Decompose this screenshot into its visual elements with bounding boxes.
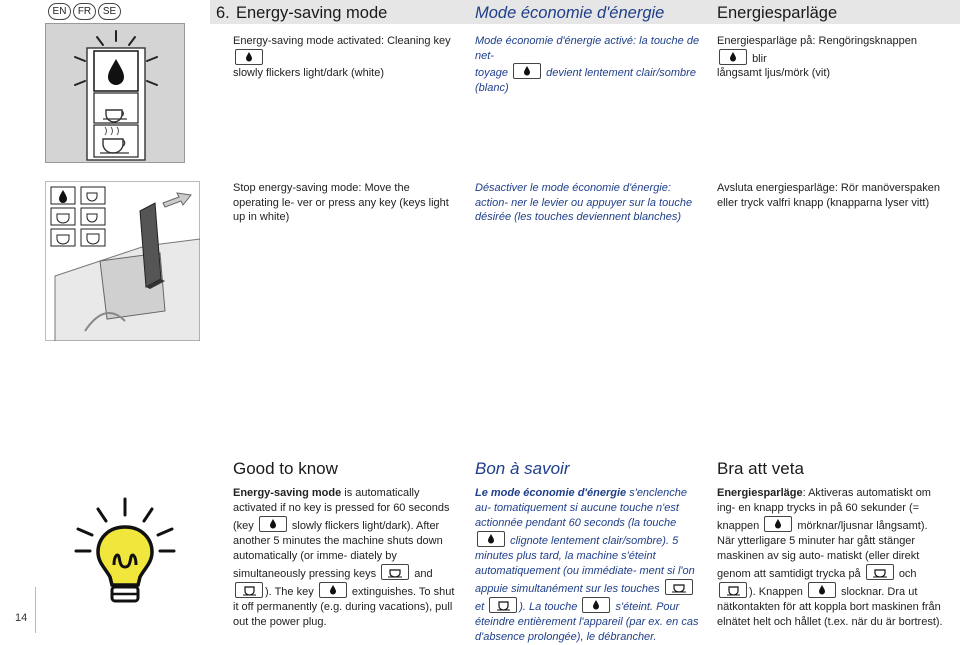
text: och	[898, 568, 917, 580]
bold-term: Energiesparläge	[717, 487, 803, 499]
lever-illustration	[45, 181, 200, 341]
text: extinguishes. To shut it off permanently (e.g. during vacations), pull out the power plug.	[233, 586, 455, 628]
text: ). La touche	[519, 601, 578, 613]
text: s'éteint. Pour éteindre entièrement l'appareil (par ex. en cas d'absence prolongée), le débrancher.	[475, 601, 699, 643]
text: clignote lentement clair/sombre). 5 minutes plus tard, la machine s'éteint automatiquement (ou immédiate- ment si l'on appuie simultanément sur les touches	[475, 535, 695, 595]
text: slowly flickers light/dark (white)	[233, 67, 384, 79]
lang-badge-fr: FR	[73, 3, 96, 20]
text: and	[414, 568, 433, 580]
drop-key-icon	[259, 516, 287, 532]
text: ). Knappen	[749, 586, 803, 598]
drop-key-icon	[808, 582, 836, 598]
stop-energy-saving-fr: Désactiver le mode économie d'énergie: action- ner le levier ou appuyer sur la touche désirée (les touches deviennent blanches)	[475, 182, 693, 223]
drop-key-icon	[477, 531, 505, 547]
bold-term: Energy-saving mode	[233, 487, 342, 499]
tips-title-se: Bra att veta	[717, 459, 804, 478]
tips-body-fr	[475, 486, 703, 645]
bold-term: Le mode économie d'énergie	[475, 487, 627, 499]
text: Energiesparläge på: Rengöringsknappen	[717, 35, 917, 47]
drop-key-icon	[719, 49, 747, 65]
stop-energy-saving-en: Stop energy-saving mode: Move the operating le- ver or press any key (keys light up in white)	[233, 182, 449, 223]
tips-title-fr: Bon à savoir	[475, 459, 570, 478]
text: blir	[752, 52, 767, 65]
energy-saving-activated-en	[233, 34, 458, 81]
tips-body-en	[233, 486, 458, 630]
text: s'enclenche au- tomatiquement si aucune touche n'est actionnée pendant 60 seconds (la touche	[475, 487, 687, 529]
cup-key-icon	[489, 597, 517, 613]
text: slowly flickers light/dark). After another 5 minutes the machine shuts down automatically (or imme- diately by simultaneously pressing keys	[233, 520, 443, 580]
energy-saving-activated-fr	[475, 34, 703, 95]
text: : Aktiveras automatiskt om ing- en knapp trycks in på 60 sekunder (= knappen	[717, 487, 931, 532]
cup-key-icon	[235, 582, 263, 598]
tips-title-en: Good to know	[233, 459, 338, 478]
drop-key-icon	[582, 597, 610, 613]
drop-key-icon	[513, 63, 541, 79]
double-cup-key-icon	[665, 579, 693, 595]
text: et	[475, 601, 485, 613]
text: devient lentement clair/sombre (blanc)	[475, 67, 696, 94]
text: Mode économie d'énergie activé: la touche de net-	[475, 35, 700, 62]
section-number: 6.	[216, 4, 230, 22]
page-number-divider	[35, 587, 36, 633]
drop-key-icon	[764, 516, 792, 532]
lang-badge-se: SE	[98, 3, 121, 20]
section-title-en: Energy-saving mode	[236, 4, 388, 22]
tips-body-se	[717, 486, 947, 630]
text: toyage	[475, 67, 509, 79]
section-title-fr: Mode économie d'énergie	[475, 4, 665, 22]
drop-key-icon	[235, 49, 263, 65]
cup-key-icon	[719, 582, 747, 598]
drop-key-icon	[319, 582, 347, 598]
double-cup-key-icon	[381, 564, 409, 580]
text: ). The key	[265, 586, 314, 598]
energy-saving-activated-se	[717, 34, 947, 81]
text: mörknar/ljusnar långsamt). När ytterligare 5 minuter har gått stänger maskinen av sig auto- matiskt (eller direkt genom att samtidigt trycka på	[717, 520, 928, 580]
lang-badge-en: EN	[48, 3, 71, 20]
double-cup-key-icon	[866, 564, 894, 580]
text: långsamt ljus/mörk (vit)	[717, 67, 831, 79]
text: slocknar. Dra ut nätkontakten för att koppla bort maskinen från elnätet helt och hållet (t.ex. när du är bortrest).	[717, 586, 943, 628]
text: is automatically activated if no key is pressed for 60 seconds (key	[233, 487, 450, 532]
section-title-se: Energiesparläge	[717, 4, 838, 22]
light-bulb-icon	[70, 495, 180, 610]
stop-energy-saving-se: Avsluta energiesparläge: Rör manöverspaken eller tryck valfri knapp (knapparna lyser vitt)	[717, 182, 940, 209]
text: Energy-saving mode activated: Cleaning key	[233, 35, 451, 47]
page-number: 14	[15, 612, 28, 624]
control-panel-illustration	[45, 23, 185, 163]
